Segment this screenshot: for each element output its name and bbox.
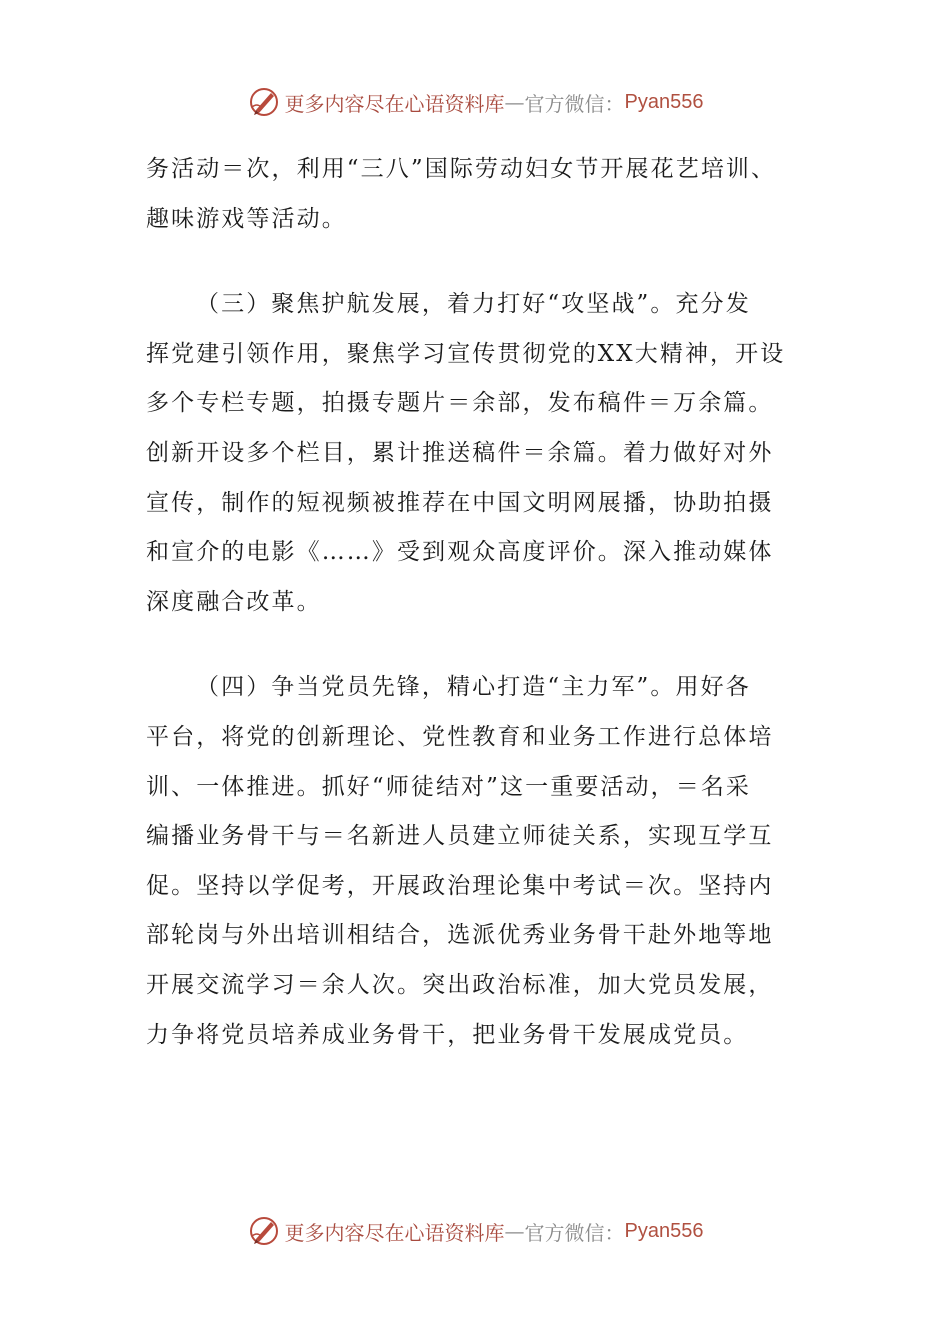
footer-banner: [0, 1209, 950, 1253]
text-line: 务活动＝次，利用“三八”国际劳动妇女节开展花艺培训、: [146, 156, 777, 182]
banner-dash: —: [504, 1219, 525, 1243]
pen-logo-icon: [247, 1214, 281, 1248]
banner-wechat-label: 官方微信：: [524, 1220, 625, 1245]
text-line: 多个专栏专题，拍摄专题片＝余部，发布稿件＝万余篇。: [146, 390, 774, 417]
document-body: [146, 145, 796, 1060]
paragraph-section-three: [146, 280, 796, 627]
banner-wechat-id: Pyan556: [624, 90, 704, 113]
text-line: 部轮岗与外出培训相结合，选派优秀业务骨干赴外地等地: [146, 922, 774, 949]
text-line: （三）聚焦护航发展，着力打好“攻坚战”。充分发: [196, 291, 751, 318]
text-line: 趣味游戏等活动。: [146, 205, 347, 232]
text-line: 创新开设多个栏目，累计推送稿件＝余篇。着力做好对外: [146, 439, 774, 466]
banner-wechat-label: 官方微信：: [524, 91, 625, 116]
paragraph-continuation: [146, 145, 796, 244]
text-line: 力争将党员培养成业务骨干，把业务骨干发展成党员。: [146, 1021, 749, 1048]
text-line: 宣传，制作的短视频被推荐在中国文明网展播，协助拍摄: [146, 489, 774, 516]
text-line: 开展交流学习＝余人次。突出政治标准，加大党员发展，: [146, 971, 774, 998]
text-line: 深度融合改革。: [146, 588, 322, 615]
text-line: （四）争当党员先锋，精心打造“主力军”。用好各: [196, 674, 751, 701]
banner-wechat-id: Pyan556: [624, 1219, 704, 1242]
banner-brand-text: 更多内容尽在心语资料库: [284, 91, 505, 116]
text-line: 促。坚持以学促考，开展政治理论集中考试＝次。坚持内: [146, 872, 774, 899]
banner-brand-text: 更多内容尽在心语资料库: [284, 1220, 505, 1245]
pen-logo-icon: [247, 85, 281, 119]
text-line: 挥党建引领作用，聚焦学习宣传贯彻党的XX大精神，开设: [146, 340, 786, 367]
banner-dash: —: [504, 90, 525, 114]
header-banner: [0, 80, 950, 124]
text-line: 编播业务骨干与＝名新进人员建立师徒关系，实现互学互: [146, 823, 774, 850]
text-line: 和宣介的电影《……》受到观众高度评价。深入推动媒体: [146, 539, 774, 566]
paragraph-section-four: [146, 663, 796, 1060]
text-line: 训、一体推进。抓好“师徒结对”这一重要活动，＝名采: [146, 773, 752, 800]
text-line: 平台，将党的创新理论、党性教育和业务工作进行总体培: [146, 723, 774, 750]
